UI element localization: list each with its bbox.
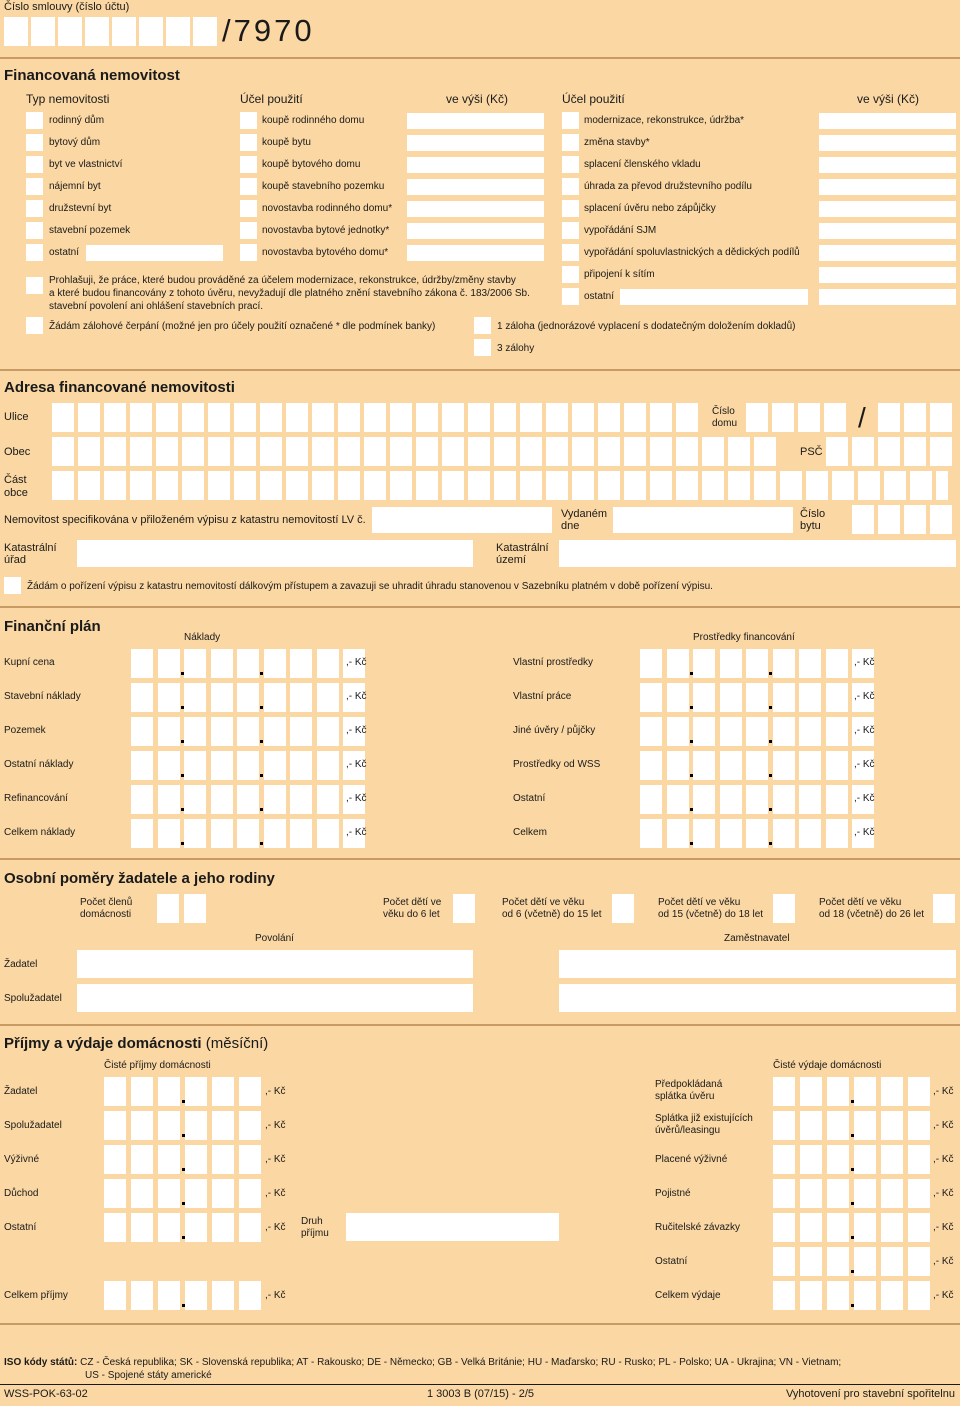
use-checkbox[interactable]: [240, 134, 257, 151]
street-boxes[interactable]: [52, 403, 712, 432]
expense-label: Splátka již existujících: [655, 1113, 753, 1124]
fund-label: Prostředky od WSS: [513, 759, 601, 770]
use2-other-field[interactable]: [620, 289, 808, 305]
use2-label: splacení členského vkladu: [584, 159, 701, 170]
use-checkbox[interactable]: [240, 112, 257, 129]
amount2-field[interactable]: [819, 179, 956, 195]
fund-label: Vlastní prostředky: [513, 657, 594, 668]
fund-currency: ,- Kč: [854, 759, 875, 770]
income-currency: ,- Kč: [265, 1120, 286, 1131]
expense-currency: ,- Kč: [933, 1222, 954, 1233]
contract-label: Číslo smlouvy (číslo účtu): [4, 1, 130, 13]
kids26-label: od 18 (včetně) do 26 let: [819, 909, 925, 920]
fund-label: Ostatní: [513, 793, 546, 804]
expense-header: Čisté výdaje domácnosti: [773, 1060, 882, 1071]
income-row-label: Důchod: [4, 1188, 39, 1199]
section-title-financed: Financovaná nemovitost: [4, 67, 180, 84]
coapplicant-occupation-field[interactable]: [77, 984, 473, 1012]
members-label: domácnosti: [80, 909, 132, 920]
use-label: koupě stavebního pozemku: [262, 181, 385, 192]
cost-label: Celkem náklady: [4, 827, 76, 838]
iso-codes-line: ISO kódy států: CZ - Česká republika; SK - Slovenská republika; AT - Rakousko; DE - Německo; GB - Velká Británie; HU - Maďarsko; RU - Rusko; PL - Polsko; UA - Ukrajina; VN - Vietnam;: [4, 1357, 842, 1368]
flat-no-label: bytu: [800, 520, 821, 532]
use2-checkbox[interactable]: [562, 244, 579, 261]
cost-label: Kupní cena: [4, 657, 55, 668]
kids15-label: od 6 (včetně) do 15 let: [502, 909, 602, 920]
type-checkbox[interactable]: [26, 134, 43, 151]
declaration-checkbox[interactable]: [26, 277, 43, 294]
amount-field[interactable]: [407, 179, 544, 195]
use2-checkbox[interactable]: [562, 288, 579, 305]
income-currency: ,- Kč: [265, 1188, 286, 1199]
applicant-employer-field[interactable]: [559, 950, 956, 978]
applicant-occupation-field[interactable]: [77, 950, 473, 978]
employer-header: Zaměstnavatel: [724, 933, 790, 944]
cost-label: Refinancování: [4, 793, 68, 804]
members-box[interactable]: [184, 894, 206, 923]
kids6-label: Počet dětí ve: [383, 897, 442, 908]
use2-label: vypořádání spoluvlastnických a dědických podílů: [584, 247, 800, 258]
income-row-label: Ostatní: [4, 1222, 37, 1233]
cost-currency: ,- Kč: [346, 657, 367, 668]
income-type-field[interactable]: [346, 1213, 559, 1241]
use2-label: splacení úvěru nebo zápůjčky: [584, 203, 716, 214]
city-boxes[interactable]: [52, 437, 792, 466]
expense-label: Celkem výdaje: [655, 1290, 721, 1301]
kids6-box[interactable]: [453, 894, 475, 923]
amount2-field[interactable]: [819, 267, 956, 283]
use2-label: vypořádání SJM: [584, 225, 657, 236]
members-label: Počet členů: [80, 897, 133, 908]
use-label: koupě bytového domu: [262, 159, 361, 170]
fund-currency: ,- Kč: [854, 725, 875, 736]
income-type-label: Druh: [301, 1216, 323, 1227]
kids15-box[interactable]: [612, 894, 634, 923]
expense-label: splátka úvěru: [655, 1091, 715, 1102]
form-version: 1 3003 B (07/15) - 2/5: [427, 1388, 535, 1400]
income-row-label: Žadatel: [4, 1086, 38, 1097]
amount2-field[interactable]: [819, 201, 956, 217]
area-field[interactable]: [559, 540, 956, 567]
use-checkbox[interactable]: [240, 244, 257, 261]
use2-checkbox[interactable]: [562, 178, 579, 195]
cost-label: Pozemek: [4, 725, 46, 736]
col-amount: ve výši (Kč): [446, 92, 509, 106]
cost-currency: ,- Kč: [346, 725, 367, 736]
form-purpose: Vyhotovení pro stavební spořitelnu: [786, 1388, 955, 1400]
iso-codes-line: US - Spojené státy americké: [85, 1370, 212, 1381]
amount-field[interactable]: [407, 245, 544, 261]
use-label: novostavba rodinného domu*: [262, 203, 393, 214]
house-no-label: domu: [712, 418, 738, 429]
use2-checkbox[interactable]: [562, 112, 579, 129]
use2-checkbox[interactable]: [562, 134, 579, 151]
type-other-field[interactable]: [86, 245, 223, 261]
use-label: novostavba bytové jednotky*: [262, 225, 390, 236]
expense-currency: ,- Kč: [933, 1188, 954, 1199]
issued-label: dne: [561, 520, 580, 532]
type-label: družstevní byt: [49, 203, 112, 214]
contract-suffix: /7970: [222, 13, 315, 48]
costs-header: Náklady: [184, 632, 221, 643]
income-header: Čisté příjmy domácnosti: [104, 1060, 211, 1071]
type-checkbox[interactable]: [26, 244, 43, 261]
expense-currency: ,- Kč: [933, 1120, 954, 1131]
area-label: území: [496, 554, 526, 566]
zip-boxes[interactable]: [826, 437, 956, 466]
income-currency: ,- Kč: [265, 1154, 286, 1165]
form-code: WSS-POK-63-02: [4, 1388, 88, 1400]
income-row-label: Spolužadatel: [4, 1120, 62, 1131]
declaration-line: Prohlašuji, že práce, které budou prováděné za účelem modernizace, rekonstrukce, údržby/změny stavby: [49, 275, 516, 286]
type-checkbox[interactable]: [26, 112, 43, 129]
income-total-label: Celkem příjmy: [4, 1290, 68, 1301]
use2-label: změna stavby*: [584, 137, 650, 148]
amount2-field[interactable]: [819, 289, 956, 305]
col-use: Účel použití: [240, 92, 303, 106]
use2-label: úhrada za převod družstevního podílu: [584, 181, 752, 192]
zip-label: PSČ: [800, 446, 823, 458]
section-title-plan: Finanční plán: [4, 618, 101, 635]
col-use2: Účel použití: [562, 92, 625, 106]
issued-label: Vydaném: [561, 508, 608, 520]
income-type-label: příjmu: [301, 1228, 329, 1239]
amount2-field[interactable]: [819, 113, 956, 129]
type-label: bytový dům: [49, 137, 101, 148]
amount-field[interactable]: [407, 201, 544, 217]
area-label: Katastrální: [496, 542, 549, 554]
col-amount2: ve výši (Kč): [857, 92, 920, 106]
expense-label: Placené výživné: [655, 1154, 728, 1165]
city-label: Obec: [4, 446, 31, 458]
section-title-address: Adresa financované nemovitosti: [4, 379, 235, 396]
amount-field[interactable]: [407, 157, 544, 173]
type-checkbox[interactable]: [26, 156, 43, 173]
cost-label: Ostatní náklady: [4, 759, 74, 770]
use2-checkbox[interactable]: [562, 200, 579, 217]
use-label: koupě bytu: [262, 137, 311, 148]
street-label: Ulice: [4, 411, 29, 423]
amount-field[interactable]: [407, 135, 544, 151]
office-label: Katastrální: [4, 542, 57, 554]
kids18-label: od 15 (včetně) do 18 let: [658, 909, 764, 920]
amount-field[interactable]: [407, 223, 544, 239]
fund-currency: ,- Kč: [854, 793, 875, 804]
fund-currency: ,- Kč: [854, 657, 875, 668]
income-currency: ,- Kč: [265, 1086, 286, 1097]
col-type: Typ nemovitosti: [26, 92, 110, 106]
section-title-personal: Osobní poměry žadatele a jeho rodiny: [4, 870, 275, 887]
flat-no-label: Číslo: [800, 508, 826, 520]
cost-currency: ,- Kč: [346, 691, 367, 702]
flat-number-boxes[interactable]: [852, 505, 956, 534]
coapplicant-employer-field[interactable]: [559, 984, 956, 1012]
type-checkbox[interactable]: [26, 200, 43, 217]
section-title-income: Příjmy a výdaje domácnosti (měsíční): [4, 1035, 269, 1052]
kids15-label: Počet dětí ve věku: [502, 897, 585, 908]
members-box[interactable]: [157, 894, 179, 923]
house-no-slash: /: [858, 402, 866, 433]
lv-number-field[interactable]: [372, 507, 552, 533]
use-checkbox[interactable]: [240, 178, 257, 195]
extract-request-label: Žádám o pořízení výpisu z katastru nemovitostí dálkovým přístupem a zavazuji se uhradit úhradu stanovenou v Sazebníku platném v době pořízení výpisu.: [27, 581, 713, 592]
expense-currency: ,- Kč: [933, 1154, 954, 1165]
issued-date-field[interactable]: [613, 507, 793, 533]
cost-currency: ,- Kč: [346, 759, 367, 770]
kids18-label: Počet dětí ve věku: [658, 897, 741, 908]
declaration-line: a které budou financovány z tohoto úvěru, nevyžadují dle platného znění stavebního zákona č. 183/2006 Sb.: [49, 288, 530, 299]
office-label: úřad: [4, 554, 27, 566]
use-checkbox[interactable]: [240, 156, 257, 173]
use-checkbox[interactable]: [240, 222, 257, 239]
coapplicant-label: Spolužadatel: [4, 993, 62, 1004]
type-label: nájemní byt: [49, 181, 101, 192]
expense-label: Ručitelské závazky: [655, 1222, 741, 1233]
house-no-label: Číslo: [712, 406, 735, 417]
type-label: byt ve vlastnictví: [49, 159, 123, 170]
advance-opt2-label: 3 zálohy: [497, 343, 535, 354]
fund-label: Celkem: [513, 827, 547, 838]
declaration-line: stavební povolení ani ohlášení stavebních prací.: [49, 301, 264, 312]
amount2-field[interactable]: [819, 135, 956, 151]
amount2-field[interactable]: [819, 245, 956, 261]
use2-checkbox[interactable]: [562, 266, 579, 283]
kids18-box[interactable]: [773, 894, 795, 923]
fund-label: Jiné úvěry / půjčky: [513, 725, 596, 736]
fund-label: Vlastní práce: [513, 691, 572, 702]
expense-label: Pojistné: [655, 1188, 691, 1199]
expense-label: úvěrů/leasingu: [655, 1125, 721, 1136]
expense-label: Ostatní: [655, 1256, 688, 1267]
kids6-label: věku do 6 let: [383, 909, 440, 920]
use-checkbox[interactable]: [240, 200, 257, 217]
use-label: koupě rodinného domu: [262, 115, 365, 126]
expense-currency: ,- Kč: [933, 1086, 954, 1097]
amount2-field[interactable]: [819, 157, 956, 173]
use2-checkbox[interactable]: [562, 156, 579, 173]
use-label: novostavba bytového domu*: [262, 247, 389, 258]
use2-checkbox[interactable]: [562, 222, 579, 239]
amount2-field[interactable]: [819, 223, 956, 239]
occupation-header: Povolání: [255, 933, 294, 944]
fund-currency: ,- Kč: [854, 691, 875, 702]
cost-currency: ,- Kč: [346, 827, 367, 838]
house-number-boxes[interactable]: [746, 403, 956, 432]
type-label: rodinný dům: [49, 115, 105, 126]
applicant-label: Žadatel: [4, 959, 38, 970]
type-label: stavební pozemek: [49, 225, 131, 236]
use2-label: připojení k sítím: [584, 269, 655, 280]
advance-opt1-checkbox[interactable]: [474, 317, 491, 334]
cost-currency: ,- Kč: [346, 793, 367, 804]
kids26-box[interactable]: [933, 894, 955, 923]
amount-field[interactable]: [407, 113, 544, 129]
expense-label: Předpokládaná: [655, 1079, 723, 1090]
type-checkbox[interactable]: [26, 222, 43, 239]
advance-checkbox[interactable]: [26, 317, 43, 334]
cost-label: Stavební náklady: [4, 691, 81, 702]
advance-opt1-label: 1 záloha (jednorázové vyplacení s dodatečným doložením dokladů): [497, 321, 796, 332]
funds-header: Prostředky financování: [693, 632, 795, 643]
expense-currency: ,- Kč: [933, 1256, 954, 1267]
income-currency: ,- Kč: [265, 1290, 286, 1301]
type-label: ostatní: [49, 247, 80, 258]
advance-opt2-checkbox[interactable]: [474, 339, 491, 356]
use2-label: ostatní: [584, 291, 615, 302]
lv-label: Nemovitost specifikována v přiloženém výpisu z katastru nemovitostí LV č.: [4, 514, 366, 526]
part-label: Část: [4, 474, 27, 486]
income-row-label: Výživné: [4, 1154, 40, 1165]
type-checkbox[interactable]: [26, 178, 43, 195]
expense-currency: ,- Kč: [933, 1290, 954, 1301]
advance-label: Žádám zálohové čerpání (možné jen pro účely použití označené * dle podmínek banky): [49, 321, 436, 332]
fund-currency: ,- Kč: [854, 827, 875, 838]
use2-label: modernizace, rekonstrukce, údržba*: [584, 115, 745, 126]
part-label: obce: [4, 487, 28, 499]
income-currency: ,- Kč: [265, 1222, 286, 1233]
extract-request-checkbox[interactable]: [4, 577, 21, 594]
office-field[interactable]: [77, 540, 473, 567]
kids26-label: Počet dětí ve věku: [819, 897, 902, 908]
part-boxes[interactable]: [52, 471, 952, 500]
